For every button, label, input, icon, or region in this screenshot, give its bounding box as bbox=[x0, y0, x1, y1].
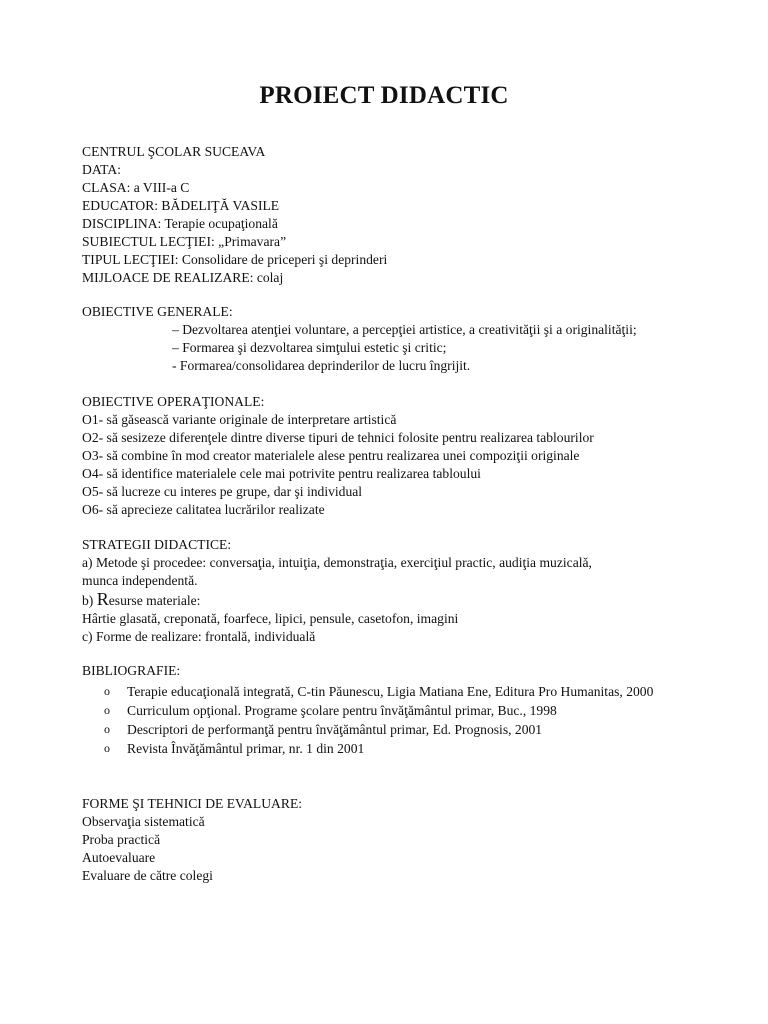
objective-item: O2- să sesizeze diferenţele dintre diverse tipuri de tehnici folosite pentru realizarea tablourilor bbox=[82, 430, 594, 445]
bibliography-list bbox=[82, 682, 682, 758]
discipline-line: DISCIPLINA: Terapie ocupaţională bbox=[82, 216, 278, 231]
list-item bbox=[82, 701, 682, 720]
bibliography-entry: Descriptori de performanţă pentru învăţământul primar, Ed. Prognosis, 2001 bbox=[127, 722, 543, 737]
date-line: DATA: bbox=[82, 162, 121, 177]
document-title: PROIECT DIDACTIC bbox=[259, 82, 509, 109]
section-heading: OBIECTIVE GENERALE: bbox=[82, 304, 233, 319]
educator-line: EDUCATOR: BĂDELIŢĂ VASILE bbox=[82, 198, 280, 213]
objective-item: – Dezvoltarea atenţiei voluntare, a percepţiei artistice, a creativităţii şi a originalităţii; bbox=[172, 322, 637, 337]
objective-item: - Formarea/consolidarea deprinderilor de lucru îngrijit. bbox=[172, 358, 471, 373]
section-heading: OBIECTIVE OPERAŢIONALE: bbox=[82, 394, 265, 409]
list-item bbox=[82, 739, 682, 758]
bullet-icon: o bbox=[104, 703, 110, 717]
section-heading: STRATEGII DIDACTICE: bbox=[82, 537, 232, 552]
resources-rest: esurse materiale: bbox=[108, 593, 201, 608]
lesson-type-line: TIPUL LECŢIEI: Consolidare de priceperi şi deprinderi bbox=[82, 252, 388, 267]
resources-heading bbox=[82, 590, 722, 610]
resources-prefix: b) bbox=[82, 593, 97, 608]
bullet-icon: o bbox=[104, 722, 110, 736]
means-line: MIJLOACE DE REALIZARE: colaj bbox=[82, 270, 284, 285]
objective-item: O6- să aprecieze calitatea lucrărilor realizate bbox=[82, 502, 325, 517]
forms-line: c) Forme de realizare: frontală, individuală bbox=[82, 629, 316, 644]
header-info bbox=[82, 143, 722, 287]
evaluation-item: Autoevaluare bbox=[82, 850, 156, 865]
objective-item: O5- să lucreze cu interes pe grupe, dar şi individual bbox=[82, 484, 363, 499]
section-heading: FORME ŞI TEHNICI DE EVALUARE: bbox=[82, 796, 303, 811]
evaluation-item: Proba practică bbox=[82, 832, 161, 847]
bullet-icon: o bbox=[104, 741, 110, 755]
methods-line: a) Metode şi procedee: conversaţia, intuiţia, demonstraţia, exerciţiul practic, audiţia muzicală, bbox=[82, 555, 592, 570]
list-item bbox=[82, 720, 682, 739]
methods-line-continued: munca independentă. bbox=[82, 573, 198, 588]
objective-item: O1- să găsească variante originale de interpretare artistică bbox=[82, 412, 397, 427]
resources-big-letter: R bbox=[96, 589, 109, 609]
objective-item: O4- să identifice materialele cele mai potrivite pentru realizarea tabloului bbox=[82, 466, 481, 481]
general-objectives-section bbox=[82, 303, 722, 375]
evaluation-section bbox=[82, 795, 722, 885]
evaluation-item: Evaluare de către colegi bbox=[82, 868, 213, 883]
resources-items: Hârtie glasată, creponată, foarfece, lipici, pensule, casetofon, imagini bbox=[82, 611, 459, 626]
bullet-icon: o bbox=[104, 684, 110, 698]
bibliography-entry: Curriculum opţional. Programe şcolare pentru învăţământul primar, Buc., 1998 bbox=[127, 703, 557, 718]
bibliography-entry: Revista Învăţământul primar, nr. 1 din 2001 bbox=[127, 741, 365, 756]
school-line: CENTRUL ŞCOLAR SUCEAVA bbox=[82, 144, 266, 159]
lesson-subject-line: SUBIECTUL LECŢIEI: „Primavara” bbox=[82, 234, 287, 249]
operational-objectives-section bbox=[82, 393, 722, 519]
section-heading: BIBLIOGRAFIE: bbox=[82, 663, 181, 678]
list-item bbox=[82, 682, 682, 701]
objective-item: – Formarea şi dezvoltarea simţului estetic şi critic; bbox=[172, 340, 447, 355]
objective-item: O3- să combine în mod creator materialele alese pentru realizarea unei compoziţii originale bbox=[82, 448, 580, 463]
strategies-section bbox=[82, 536, 722, 646]
class-line: CLASA: a VIII-a C bbox=[82, 180, 190, 195]
bibliography-entry: Terapie educaţională integrată, C-tin Păunescu, Ligia Matiana Ene, Editura Pro Humanitas, 2000 bbox=[127, 684, 654, 699]
bibliography-heading-block bbox=[82, 662, 722, 680]
evaluation-item: Observaţia sistematică bbox=[82, 814, 205, 829]
